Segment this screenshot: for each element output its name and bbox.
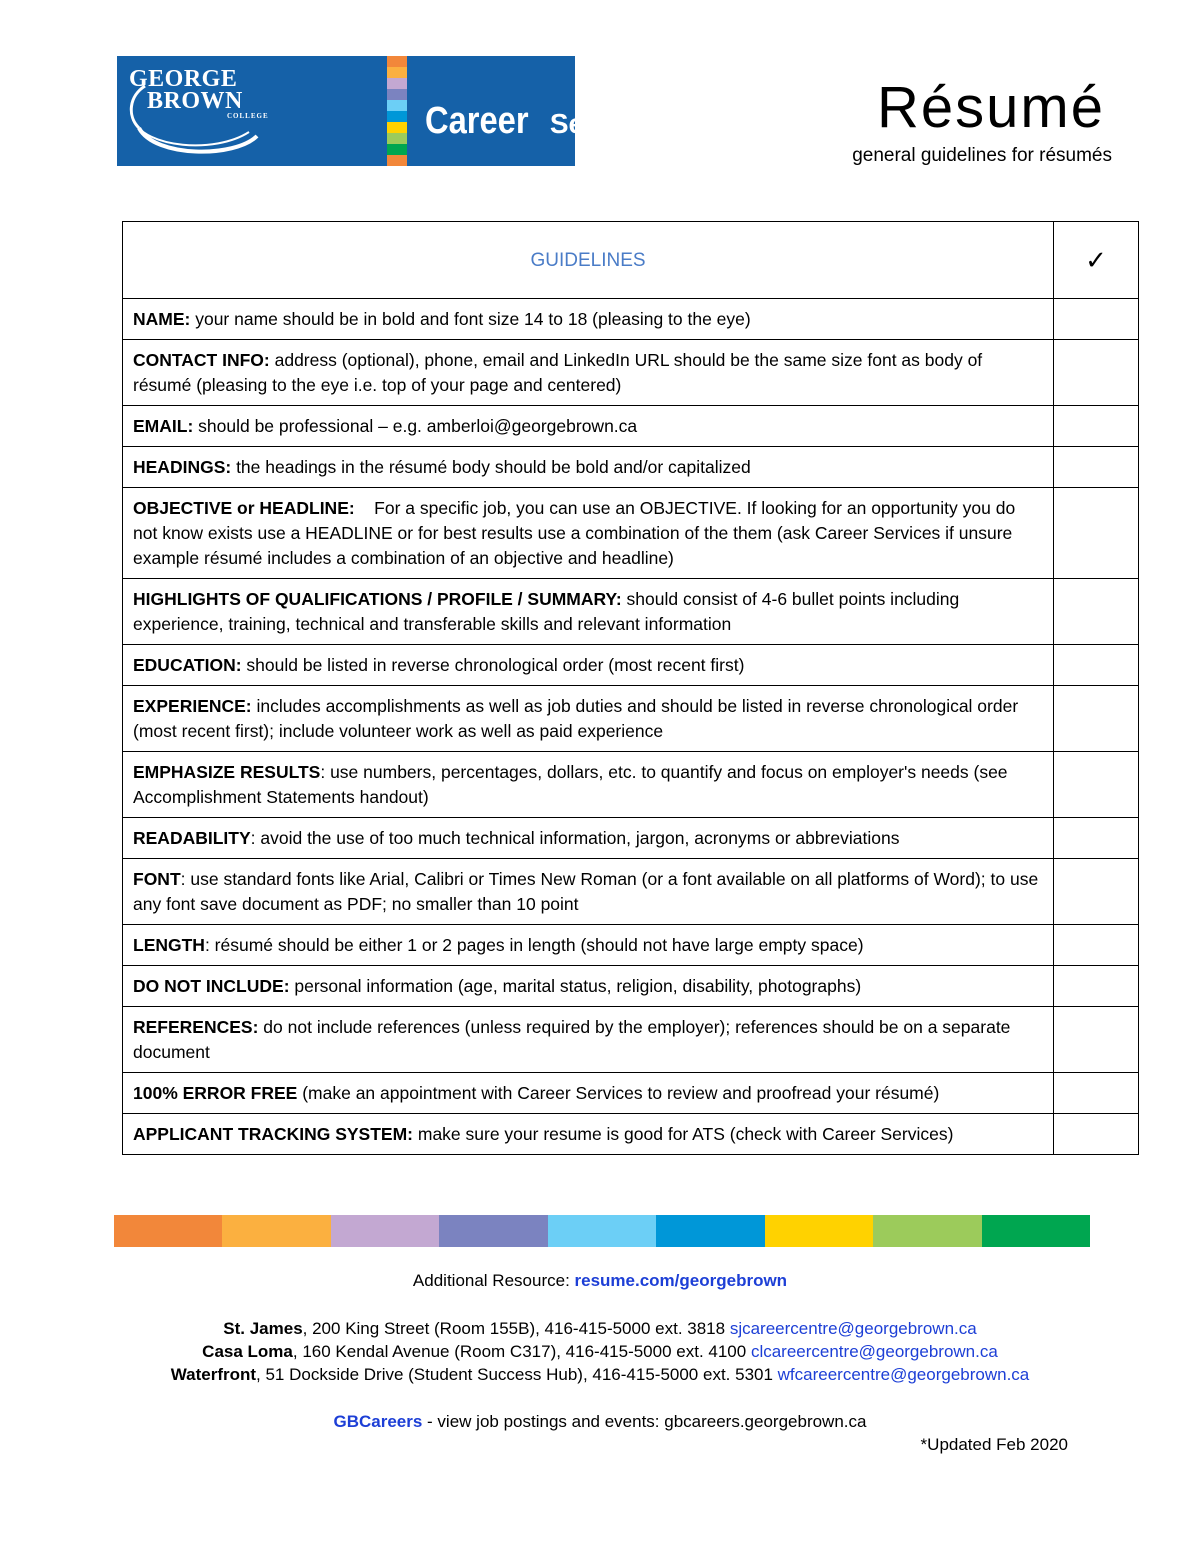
checkbox-cell[interactable] <box>1054 579 1139 645</box>
guideline-label: DO NOT INCLUDE: <box>133 976 290 996</box>
location-detail: , 200 King Street (Room 155B), 416-415-5000 ext. 3818 <box>302 1319 730 1338</box>
table-row <box>123 966 1139 1007</box>
table-row <box>123 1007 1139 1073</box>
guideline-label: EMAIL: <box>133 416 194 436</box>
checkbox-cell[interactable] <box>1054 818 1139 859</box>
guideline-cell <box>123 859 1054 925</box>
guideline-cell <box>123 488 1054 579</box>
guideline-label: EXPERIENCE: <box>133 696 252 716</box>
resource-label: Additional Resource: <box>412 1271 575 1290</box>
guideline-text: : use numbers, percentages, dollars, etc. to quantify and focus on employer's needs (see Accomplishment Statements handout) <box>133 762 1012 807</box>
guideline-cell <box>123 1114 1054 1155</box>
guideline-cell <box>123 925 1054 966</box>
color-bar <box>114 1215 1090 1247</box>
location-detail: , 51 Dockside Drive (Student Success Hub), 416-415-5000 ext. 5301 <box>256 1365 778 1384</box>
table-row <box>123 406 1139 447</box>
guideline-text: : avoid the use of too much technical information, jargon, acronyms or abbreviations <box>250 828 900 848</box>
table-row <box>123 1073 1139 1114</box>
location-line <box>0 1340 1200 1363</box>
guideline-text: should be listed in reverse chronological order (most recent first) <box>241 655 745 675</box>
logo-stripe <box>387 122 407 133</box>
table-row <box>123 752 1139 818</box>
logo-stripe <box>387 133 407 144</box>
career-services-logo <box>117 56 666 166</box>
guideline-cell <box>123 1007 1054 1073</box>
color-bar-segment <box>439 1215 547 1247</box>
checkbox-cell[interactable] <box>1054 406 1139 447</box>
location-email-link[interactable]: wfcareercentre@georgebrown.ca <box>777 1365 1030 1384</box>
checkbox-cell[interactable] <box>1054 966 1139 1007</box>
logo-stripe <box>387 89 407 100</box>
location-line <box>0 1317 1200 1340</box>
gbcareers-line <box>0 1410 1200 1433</box>
checkbox-cell[interactable] <box>1054 299 1139 340</box>
guideline-cell <box>123 752 1054 818</box>
guideline-cell <box>123 686 1054 752</box>
locations <box>0 1317 1200 1386</box>
college-name-line3: COLLEGE <box>227 112 269 120</box>
page-title: Résumé <box>877 75 1105 140</box>
checkbox-cell[interactable] <box>1054 645 1139 686</box>
checkbox-cell[interactable] <box>1054 340 1139 406</box>
gbcareers-link[interactable]: GBCareers <box>333 1412 423 1431</box>
guideline-text: personal information (age, marital status, religion, disability, photographs) <box>289 976 862 996</box>
guideline-label: LENGTH <box>133 935 205 955</box>
logo-stripe <box>387 78 407 89</box>
location-email-link[interactable]: clcareercentre@georgebrown.ca <box>750 1342 998 1361</box>
logo-stripe <box>387 155 407 166</box>
table-row <box>123 340 1139 406</box>
logo-stripe <box>387 56 407 67</box>
checkmark-header-icon: ✓ <box>1054 222 1139 299</box>
logo-stripe <box>387 67 407 78</box>
table-row <box>123 579 1139 645</box>
guideline-label: EDUCATION: <box>133 655 242 675</box>
logo-title-career: Career <box>425 100 529 142</box>
guideline-label: FONT <box>133 869 181 889</box>
checkbox-cell[interactable] <box>1054 447 1139 488</box>
logo-stripe <box>387 100 407 111</box>
guidelines-header: GUIDELINES <box>123 222 1054 299</box>
guideline-cell <box>123 818 1054 859</box>
guideline-label: NAME: <box>133 309 191 329</box>
updated-date: *Updated Feb 2020 <box>920 1435 1068 1454</box>
college-name-line2: BROWN <box>147 88 243 114</box>
table-row <box>123 1114 1139 1155</box>
guideline-cell <box>123 966 1054 1007</box>
guideline-cell <box>123 447 1054 488</box>
guideline-cell <box>123 579 1054 645</box>
checkbox-cell[interactable] <box>1054 1073 1139 1114</box>
guideline-text: (make an appointment with Career Services to review and proofread your résumé) <box>297 1083 940 1103</box>
college-name <box>129 68 269 120</box>
resource-link[interactable]: resume.com/georgebrown <box>574 1271 788 1290</box>
checkbox-cell[interactable] <box>1054 686 1139 752</box>
guideline-text: the headings in the résumé body should be bold and/or capitalized <box>231 457 751 477</box>
page-subtitle: general guidelines for résumés <box>852 145 1112 166</box>
guideline-text: address (optional), phone, email and LinkedIn URL should be the same size font as body of résumé (pleasing to the eye i.e. top of your page and centered) <box>133 350 988 395</box>
additional-resource <box>0 1269 1200 1292</box>
guideline-label: APPLICANT TRACKING SYSTEM: <box>133 1124 413 1144</box>
color-bar-segment <box>982 1215 1090 1247</box>
guideline-text: make sure your resume is good for ATS (check with Career Services) <box>413 1124 954 1144</box>
color-bar-segment <box>765 1215 873 1247</box>
guideline-text: For a specific job, you can use an OBJECTIVE. If looking for an opportunity you do not know exists use a HEADLINE or for best results use a combination of the them (ask Career Services if unsure example résumé includes a combination of an objective and headline) <box>133 498 1021 568</box>
checkbox-cell[interactable] <box>1054 1007 1139 1073</box>
color-bar-segment <box>222 1215 330 1247</box>
logo-title-services: Services <box>549 108 666 139</box>
location-name: Waterfront <box>170 1365 257 1384</box>
guidelines-table <box>122 221 1139 1155</box>
guideline-label: 100% ERROR FREE <box>133 1083 298 1103</box>
table-row <box>123 645 1139 686</box>
guideline-label: REFERENCES: <box>133 1017 259 1037</box>
guideline-text: includes accomplishments as well as job duties and should be listed in reverse chronological order (most recent first); include volunteer work as well as paid experience <box>133 696 1024 741</box>
guideline-text: should be professional – e.g. amberloi@georgebrown.ca <box>193 416 638 436</box>
color-bar-segment <box>873 1215 981 1247</box>
color-bar-segment <box>656 1215 764 1247</box>
logo-stripe <box>387 111 407 122</box>
table-row <box>123 859 1139 925</box>
guideline-cell <box>123 340 1054 406</box>
checkbox-cell[interactable] <box>1054 1114 1139 1155</box>
table-header-row <box>123 222 1139 299</box>
location-detail: , 160 Kendal Avenue (Room C317), 416-415-5000 ext. 4100 <box>292 1342 751 1361</box>
table-row <box>123 488 1139 579</box>
guideline-cell <box>123 299 1054 340</box>
table-row <box>123 686 1139 752</box>
guideline-label: CONTACT INFO: <box>133 350 270 370</box>
checkbox-cell[interactable] <box>1054 859 1139 925</box>
color-bar-segment <box>114 1215 222 1247</box>
college-name-line1: GEORGE <box>129 66 238 92</box>
logo-title <box>425 100 665 143</box>
gbcareers-text: - view job postings and events: gbcareers.georgebrown.ca <box>422 1412 867 1431</box>
table-row <box>123 447 1139 488</box>
checkbox-cell[interactable] <box>1054 752 1139 818</box>
checkbox-cell[interactable] <box>1054 925 1139 966</box>
guideline-label: HIGHLIGHTS OF QUALIFICATIONS / PROFILE / SUMMARY: <box>133 589 622 609</box>
guideline-text: your name should be in bold and font size 14 to 18 (pleasing to the eye) <box>190 309 751 329</box>
guideline-label: EMPHASIZE RESULTS <box>133 762 321 782</box>
location-name: St. James <box>223 1319 303 1338</box>
location-line <box>0 1363 1200 1386</box>
guideline-text: should consist of 4-6 bullet points including experience, training, technical and transferable skills and relevant information <box>133 589 965 634</box>
logo-color-stripes <box>387 56 407 166</box>
guideline-cell <box>123 645 1054 686</box>
guideline-text: : use standard fonts like Arial, Calibri or Times New Roman (or a font available on all platforms of Word); to use any font save document as PDF; no smaller than 10 point <box>133 869 1044 914</box>
location-name: Casa Loma <box>202 1342 293 1361</box>
color-bar-segment <box>331 1215 439 1247</box>
guideline-text: do not include references (unless required by the employer); references should be on a separate document <box>133 1017 1016 1062</box>
table-row <box>123 299 1139 340</box>
guideline-label: READABILITY <box>133 828 251 848</box>
logo-stripe <box>387 144 407 155</box>
table-row <box>123 925 1139 966</box>
location-email-link[interactable]: sjcareercentre@georgebrown.ca <box>729 1319 977 1338</box>
guidelines-body <box>123 299 1139 1155</box>
table-row <box>123 818 1139 859</box>
guideline-cell <box>123 406 1054 447</box>
guideline-cell <box>123 1073 1054 1114</box>
guideline-label: HEADINGS: <box>133 457 232 477</box>
guideline-text: : résumé should be either 1 or 2 pages in length (should not have large empty space) <box>204 935 864 955</box>
guideline-label: OBJECTIVE or HEADLINE: <box>133 498 355 518</box>
checkbox-cell[interactable] <box>1054 488 1139 579</box>
color-bar-segment <box>548 1215 656 1247</box>
